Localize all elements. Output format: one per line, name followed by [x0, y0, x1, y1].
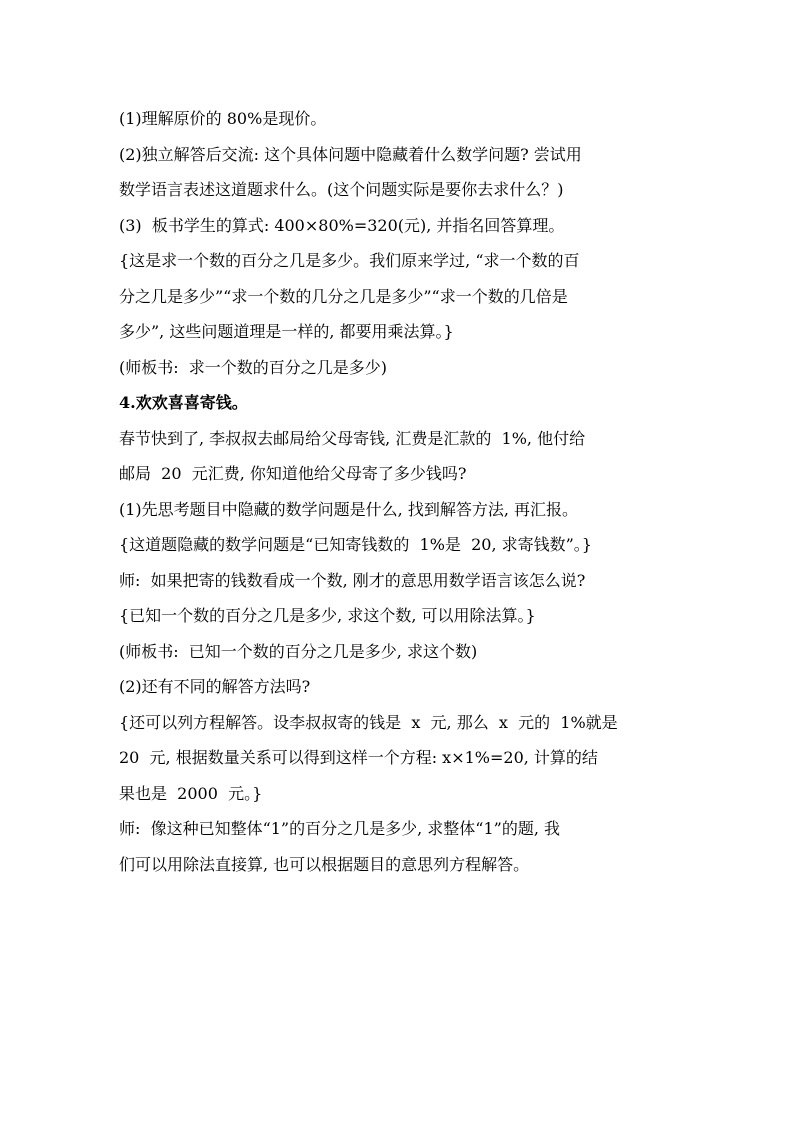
text-line-7: 多少”, 这些问题道理是一样的, 都要用乘法算。} — [119, 322, 454, 341]
text-line-1: (1)理解原价的 80%是现价。 — [119, 109, 327, 128]
text-line-16: (师板书: 已知一个数的百分之几是多少, 求这个数) — [119, 641, 478, 661]
text-line-5: {这是求一个数的百分之几是多少。我们原来学过, “求一个数的百 — [119, 251, 580, 270]
text-line-4: (3) 板书学生的算式: 400×80%=320(元), 并指名回答算理。 — [119, 215, 565, 235]
text-line-10: 春节快到了, 李叔叔去邮局给父母寄钱, 汇费是汇款的 1%, 他付给 — [119, 428, 586, 448]
text-line-14: 师: 如果把寄的钱数看成一个数, 刚才的意思用数学语言该怎么说? — [119, 570, 586, 590]
text-line-17: (2)还有不同的解答方法吗? — [119, 677, 311, 696]
text-line-15: {已知一个数的百分之几是多少, 求这个数, 可以用除法算。} — [119, 606, 536, 625]
text-line-11: 邮局 20 元汇费, 你知道他给父母寄了多少钱吗? — [119, 464, 467, 483]
text-line-21: 师: 像这种已知整体“1”的百分之几是多少, 求整体“1”的题, 我 — [119, 819, 560, 838]
document-body — [119, 101, 679, 882]
text-line-18: {还可以列方程解答。设李叔叔寄的钱是 x 元, 那么 x 元的 1%就是 — [119, 712, 618, 732]
section-heading: 4.欢欢喜喜寄钱。 — [119, 393, 248, 412]
text-line-12: (1)先思考题目中隐藏的数学问题是什么, 找到解答方法, 再汇报。 — [119, 499, 579, 519]
text-line-8: (师板书: 求一个数的百分之几是多少) — [119, 357, 388, 377]
text-line-2: (2)独立解答后交流: 这个具体问题中隐藏着什么数学问题? 尝试用 — [119, 144, 582, 164]
text-line-19: 20 元, 根据数量关系可以得到这样一个方程: x×1%=20, 计算的结 — [119, 748, 598, 767]
text-line-6: 分之几是多少”“求一个数的几分之几是多少”“求一个数的几倍是 — [119, 286, 568, 306]
text-line-20: 果也是 2000 元。} — [119, 783, 263, 803]
text-line-13: {这道题隐藏的数学问题是“已知寄钱数的 1%是 20, 求寄钱数”。} — [119, 535, 592, 554]
text-line-3: 数学语言表述这道题求什么。(这个问题实际是要你去求什么？) — [119, 180, 564, 199]
text-line-22: 们可以用除法直接算, 也可以根据题目的意思列方程解答。 — [119, 854, 530, 874]
